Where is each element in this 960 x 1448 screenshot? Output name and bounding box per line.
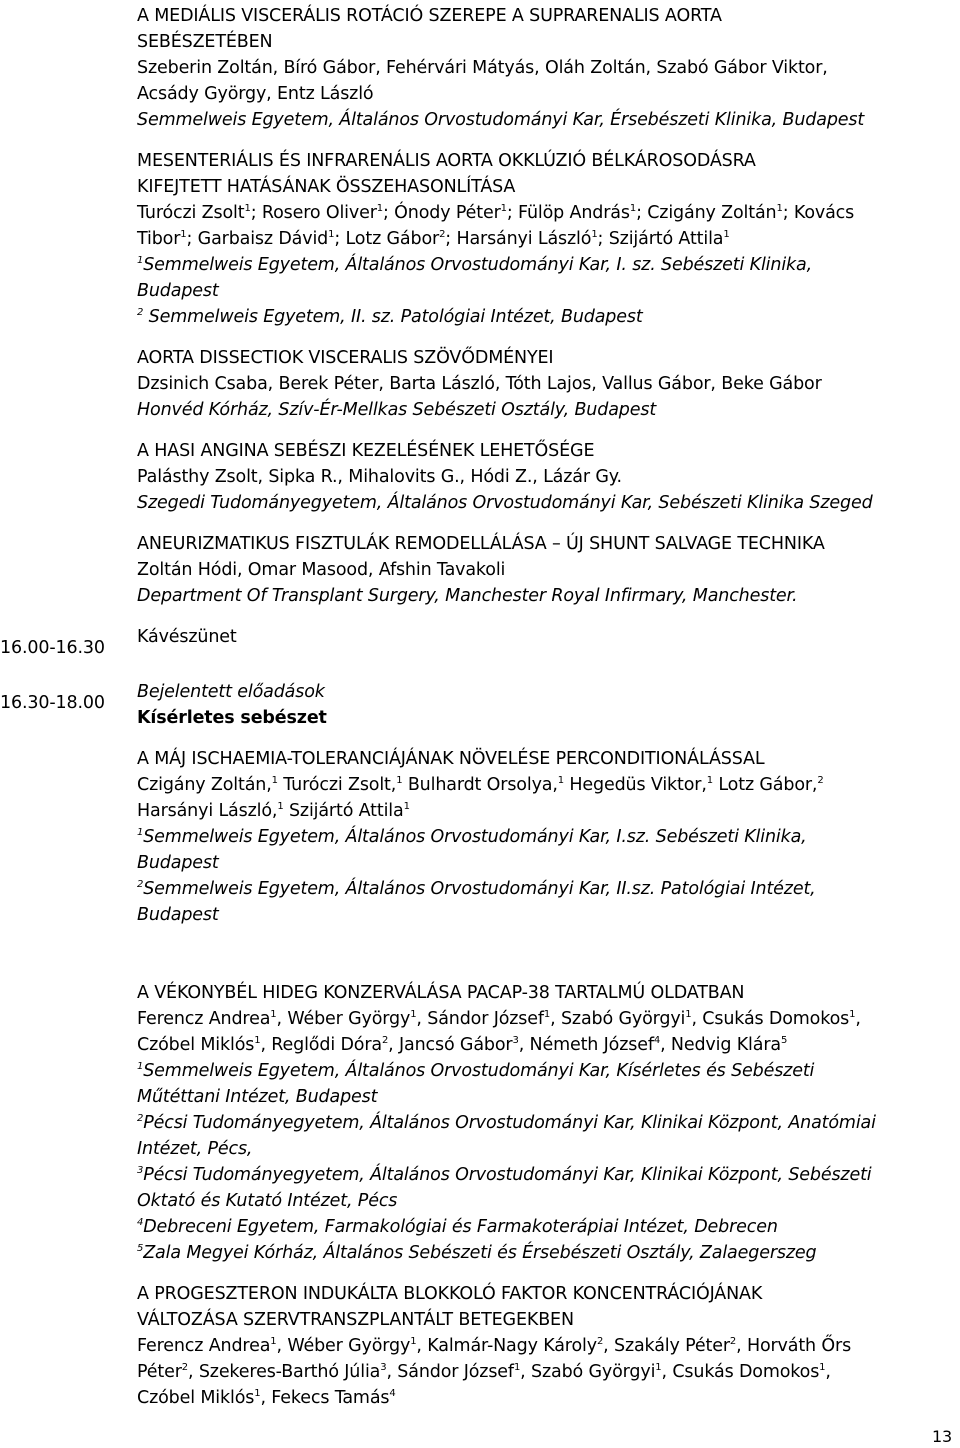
abstract-affiliation: Semmelweis Egyetem, Általános Orvostudományi Kar, Érsebészeti Klinika, Budapest	[137, 110, 865, 130]
abstract-authors: Szeberin Zoltán, Bíró Gábor, Fehérvári Mátyás, Oláh Zoltán, Szabó Gábor Viktor,	[137, 58, 828, 78]
abstract-title: ANEURIZMATIKUS FISZTULÁK REMODELLÁLÁSA – ÚJ SHUNT SALVAGE TECHNIKA	[137, 534, 825, 554]
time-talks: 16.30-18.00	[0, 693, 105, 713]
abstract-title: MESENTERIÁLIS ÉS INFRARENÁLIS AORTA OKKLÚZIÓ BÉLKÁROSODÁSRA	[137, 151, 756, 171]
abstract-authors: Dzsinich Csaba, Berek Péter, Barta László, Tóth Lajos, Vallus Gábor, Beke Gábor	[137, 374, 822, 394]
time-coffee: 16.00-16.30	[0, 638, 105, 658]
abstract-authors: Ferencz Andrea$^1$, Wéber György$^1$, Kalmár-Nagy Károly$^2$, Szakály Péter$^2$, Horváth Őrs	[137, 1336, 852, 1356]
abstract-authors: Palásthy Zsolt, Sipka R., Mihalovits G., Hódi Z., Lázár Gy.	[137, 467, 622, 487]
abstract-affiliation: $^2$ Semmelweis Egyetem, II. sz. Patológiai Intézet, Budapest	[137, 307, 643, 327]
abstract-title: A VÉKONYBÉL HIDEG KONZERVÁLÁSA PACAP-38 TARTALMÚ OLDATBAN	[137, 983, 745, 1003]
abstract-title-cont: VÁLTOZÁSA SZERVTRANSZPLANTÁLT BETEGEKBEN	[137, 1310, 574, 1330]
abstract-affiliation-cont: Oktató és Kutató Intézet, Pécs	[137, 1191, 398, 1211]
abstract-title: AORTA DISSECTIOK VISCERALIS SZÖVŐDMÉNYEI	[137, 348, 554, 368]
abstract-affiliation: $^3$Pécsi Tudományegyetem, Általános Orvostudományi Kar, Klinikai Központ, Sebészeti	[137, 1165, 872, 1185]
abstract-authors: Ferencz Andrea$^1$, Wéber György$^1$, Sándor József$^1$, Szabó Györgyi$^1$, Csukás Domokos$^1$,	[137, 1009, 861, 1029]
abstract-affiliation: Department Of Transplant Surgery, Manchester Royal Infirmary, Manchester.	[137, 586, 798, 606]
abstract-affiliation-cont: Intézet, Pécs,	[137, 1139, 253, 1159]
abstract-affiliation: $^1$Semmelweis Egyetem, Általános Orvostudományi Kar, I. sz. Sebészeti Klinika,	[137, 255, 813, 275]
abstract-authors: Turóczi Zsolt$^1$; Rosero Oliver$^1$; Ónody Péter$^1$; Fülöp András$^1$; Czigány Zoltán$^1$; Kovács	[137, 203, 855, 223]
page-number: 13	[931, 1427, 952, 1446]
abstract-title: A HASI ANGINA SEBÉSZI KEZELÉSÉNEK LEHETŐSÉGE	[137, 441, 595, 461]
abstract-affiliation: $^1$Semmelweis Egyetem, Általános Orvostudományi Kar, I.sz. Sebészeti Klinika,	[137, 827, 807, 847]
abstract-authors-cont: Czóbel Miklós$^1$, Fekecs Tamás$^4$	[137, 1388, 396, 1408]
abstract-title: A MÁJ ISCHAEMIA-TOLERANCIÁJÁNAK NÖVELÉSE PERCONDITIONÁLÁSSAL	[137, 749, 765, 769]
abstract-authors-cont: Tibor$^1$; Garbaisz Dávid$^1$; Lotz Gábor$^2$; Harsányi László$^1$; Szijártó Attila$^1$	[137, 229, 730, 249]
abstract-4	[137, 438, 957, 516]
abstract-title-cont: SEBÉSZETÉBEN	[137, 32, 273, 52]
abstract-authors: Czigány Zoltán,$^1$ Turóczi Zsolt,$^1$ Bulhardt Orsolya,$^1$ Hegedüs Viktor,$^1$ Lotz Gábor,$^2$	[137, 775, 824, 795]
program-content	[137, 3, 957, 1411]
abstract-affiliation: $^5$Zala Megyei Kórház, Általános Sebészeti és Érsebészeti Osztály, Zalaegerszeg	[137, 1243, 817, 1263]
abstract-affiliation: $^1$Semmelweis Egyetem, Általános Orvostudományi Kar, Kísérletes és Sebészeti	[137, 1061, 815, 1081]
abstract-6	[137, 746, 957, 928]
abstract-authors-cont: Acsády György, Entz László	[137, 84, 374, 104]
abstract-title: A MEDIÁLIS VISCERÁLIS ROTÁCIÓ SZEREPE A SUPRARENALIS AORTA	[137, 6, 722, 26]
abstract-affiliation-cont: Műtéttani Intézet, Budapest	[137, 1087, 378, 1107]
abstract-2	[137, 148, 957, 330]
abstract-affiliation: $^2$Pécsi Tudományegyetem, Általános Orvostudományi Kar, Klinikai Központ, Anatómiai	[137, 1113, 876, 1133]
session-label: Bejelentett előadások	[137, 682, 325, 702]
abstract-affiliation-cont: Budapest	[137, 281, 219, 301]
abstract-title-cont: KIFEJTETT HATÁSÁNAK ÖSSZEHASONLÍTÁSA	[137, 177, 516, 197]
abstract-authors-cont: Péter$^2$, Szekeres-Barthó Júlia$^3$, Sándor József$^1$, Szabó Györgyi$^1$, Csukás Domokos$^1$,	[137, 1362, 831, 1382]
abstract-affiliation: $^2$Semmelweis Egyetem, Általános Orvostudományi Kar, II.sz. Patológiai Intézet,	[137, 879, 816, 899]
abstract-1	[137, 3, 957, 133]
abstract-3	[137, 345, 957, 423]
abstract-affiliation-cont: Budapest	[137, 853, 219, 873]
abstract-authors-cont: Harsányi László,$^1$ Szijártó Attila$^1$	[137, 801, 410, 821]
abstract-affiliation: $^4$Debreceni Egyetem, Farmakológiai és Farmakoterápiai Intézet, Debrecen	[137, 1217, 778, 1237]
abstract-authors-cont: Czóbel Miklós$^1$, Reglődi Dóra$^2$, Jancsó Gábor$^3$, Németh József$^4$, Nedvig Klára$^5$	[137, 1035, 788, 1055]
abstract-7	[137, 980, 957, 1266]
abstract-8	[137, 1281, 957, 1411]
session-heading: Kísérletes sebészet	[137, 708, 327, 728]
abstract-title: A PROGESZTERON INDUKÁLTA BLOKKOLÓ FAKTOR KONCENTRÁCIÓJÁNAK	[137, 1284, 763, 1304]
coffee-break-label: Kávészünet	[137, 627, 237, 647]
abstract-5	[137, 531, 957, 609]
abstract-affiliation-cont: Budapest	[137, 905, 219, 925]
abstract-affiliation: Szegedi Tudományegyetem, Általános Orvostudományi Kar, Sebészeti Klinika Szeged	[137, 493, 873, 513]
abstract-authors: Zoltán Hódi, Omar Masood, Afshin Tavakoli	[137, 560, 506, 580]
abstract-affiliation: Honvéd Kórház, Szív-Ér-Mellkas Sebészeti Osztály, Budapest	[137, 400, 657, 420]
